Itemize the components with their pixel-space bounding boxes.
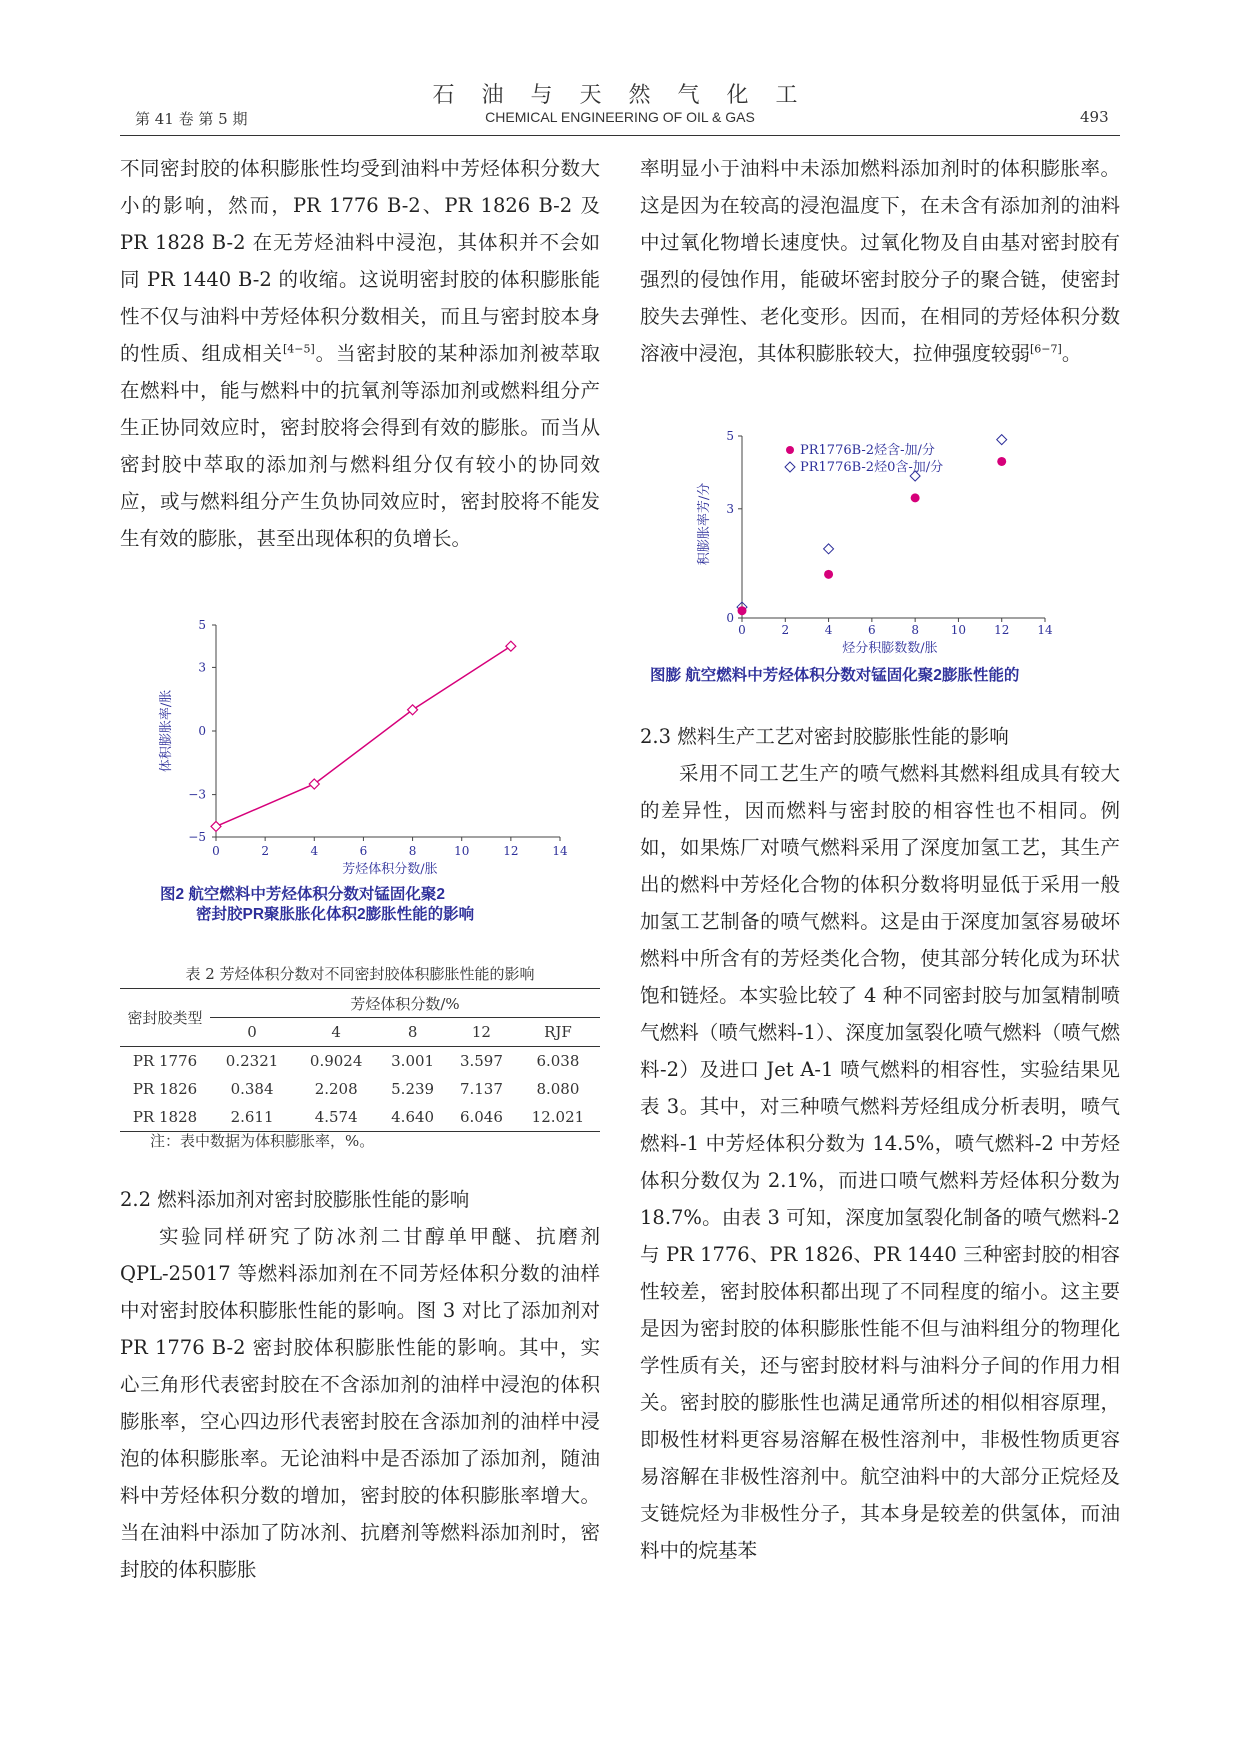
y-tick-label: 0 (726, 611, 734, 625)
legend-marker-hollow (785, 462, 795, 472)
section-heading: 2.2 燃料添加剂对密封胶膨胀性能的影响 (120, 1188, 470, 1211)
caption-line: 图2 航空燃料中芳烃体积分数对锰固化聚2 (160, 886, 446, 903)
paragraph: 实验同样研究了防冰剂二甘醇单甲醚、抗磨剂 QPL-25017 等燃料添加剂在不同芳烃体积分数的油样中对密封胶体积膨胀性能的影响。图 3 对比了添加剂对 PR 1776 B-2 密封胶体积膨胀性能的影响。其中，实心三角形代表密封胶在不含添加剂的油样中浸泡的体积膨胀率，空心四边形代表密封胶在含添加剂的油样中浸泡的体积膨胀率。无论油料中是否添加了添加剂，随油料中芳烃体积分数的增加，密封胶的体积膨胀率增大。当在油料中添加了防冰剂、抗磨剂等燃料添加剂时，密封胶的体积膨胀 (120, 1225, 600, 1581)
x-tick-label: 8 (408, 844, 417, 858)
legend-marker-filled (786, 446, 794, 454)
x-tick-label: 12 (994, 623, 1010, 637)
x-tick-label: 2 (261, 844, 269, 858)
x-tick-label: 8 (911, 623, 919, 637)
paragraph-text: 。 (1061, 342, 1082, 365)
x-tick-label: 14 (552, 844, 568, 858)
table-col-header: 8 (407, 1023, 418, 1041)
x-tick-label: 4 (310, 844, 319, 858)
table-row (120, 1047, 600, 1076)
y-tick-label: 0 (198, 724, 206, 738)
table-cell: 4.574 (314, 1108, 358, 1126)
table-cell: 7.137 (459, 1080, 503, 1098)
x-axis-label: 烃分积膨数数/胀 (842, 641, 938, 656)
paragraph: 采用不同工艺生产的喷气燃料其燃料组成具有较大的差异性，因而燃料与密封胶的相容性也不相同。例如，如果炼厂对喷气燃料采用了深度加氢工艺，其生产出的燃料中芳烃化合物的体积分数将明显低于采用一般加氢工艺制备的喷气燃料。这是由于深度加氢容易破坏燃料中所含有的芳烃类化合物，使其部分转化成为环状饱和链烃。本实验比较了 4 种不同密封胶与加氢精制喷气燃料（喷气燃料-1）、深度加氢裂化喷气燃料（喷气燃料-2）及进口 Jet A-1 喷气燃料的相容性，实验结果见表 3。其中，对三种喷气燃料芳烃组成分析表明，喷气燃料-1 中芳烃体积分数为 14.5%，喷气燃料-2 中芳烃体积分数仅为 2.1%，而进口喷气燃料芳烃体积分数为 18.7%。由表 3 可知，深度加氢裂化制备的喷气燃料-2 与 PR 1776、PR 1826、PR 1440 三种密封胶的相容性较差，密封胶体积都出现了不同程度的缩小。这主要是因为密封胶的体积膨胀性能不但与油料组分的物理化学性质有关，还与密封胶材料与油料分子间的作用力相关。密封胶的膨胀性也满足通常所述的相似相容原理，即极性材料更容易溶解在极性溶剂中，非极性物质更容易溶解在非极性溶剂中。航空油料中的大部分正烷烃及支链烷烃为非极性分子，其本身是较差的供氢体，而油料中的烷基苯 (640, 762, 1120, 1562)
legend-label: PR1776B-2烃0含-加/分 (800, 460, 944, 475)
table-2 (120, 988, 600, 1132)
y-tick-label: −3 (188, 787, 206, 802)
paragraph-text: 率明显小于油料中未添加燃料添加剂时的体积膨胀率。这是因为在较高的浸泡温度下，在未含有添加剂的油料中过氧化物增长速度快。过氧化物及自由基对密封胶有强烈的侵蚀作用，能破坏密封胶分子的聚合链，使密封胶失去弹性、老化变形。因而，在相同的芳烃体积分数溶液中浸泡，其体积膨胀较大，拉伸强度较弱 (640, 157, 1120, 365)
citation: [6−7] (1030, 342, 1062, 356)
data-point-hollow (997, 435, 1007, 445)
paragraph (120, 150, 600, 557)
figure-3-caption: 图膨 航空燃料中芳烃体积分数对锰固化聚2膨胀性能的 (650, 667, 1020, 684)
table-row (120, 1075, 600, 1103)
table-cell: 4.640 (391, 1108, 435, 1126)
table-cell: 2.208 (314, 1080, 358, 1098)
figure-3-chart (690, 428, 1070, 660)
legend-label: PR1776B-2烃含-加/分 (800, 443, 935, 458)
table-cell: 0.9024 (309, 1052, 363, 1070)
x-axis-label: 芳烃体积分数/胀 (342, 862, 438, 877)
table-cell: PR 1826 (132, 1080, 198, 1098)
data-point-filled (997, 457, 1006, 466)
y-axis-label: 体积膨胀率/胀 (159, 689, 174, 773)
y-tick-label: −5 (188, 830, 206, 844)
right-column-top (640, 150, 1120, 372)
table-cell: 3.001 (391, 1052, 435, 1070)
left-column-top (120, 150, 600, 557)
table-cell: 0.384 (230, 1080, 274, 1098)
paragraph-text: 不同密封胶的体积膨胀性均受到油料中芳烃体积分数大小的影响，然而，PR 1776 B-2、PR 1826 B-2 及 PR 1828 B-2 在无芳烃油料中浸泡，其体积并不会如同 PR 1440 B-2 的收缩。这说明密封胶的体积膨胀能性不仅与油料中芳烃体积分数相关，而且与密封胶本身的性质、组成相关 (120, 157, 600, 365)
data-point-hollow (824, 544, 834, 554)
table-cell: 8.080 (536, 1080, 580, 1098)
x-tick-label: 0 (212, 844, 220, 858)
volume-issue: 第 41 卷 第 5 期 (135, 110, 248, 128)
data-point (506, 641, 516, 651)
paragraph-text: 。当密封胶的某种添加剂被萃取在燃料中，能与燃料中的抗氧剂等添加剂或燃料组分产生正协同效应时，密封胶将会得到有效的膨胀。而当从密封胶中萃取的添加剂与燃料组分仅有较小的协同效应，或与燃料组分产生负协同效应时，密封胶将不能发生有效的膨胀，甚至出现体积的负增长。 (120, 342, 600, 550)
table-cell: 3.597 (459, 1052, 503, 1070)
journal-title: 石 油 与 天 然 气 化 工 (432, 83, 808, 108)
figure-2-chart (140, 615, 580, 880)
data-point-filled (738, 606, 747, 615)
table-cell: 5.239 (391, 1080, 435, 1098)
table-cell: 6.046 (459, 1108, 503, 1126)
table-row (120, 1103, 600, 1132)
data-point (211, 821, 221, 831)
table-col-header: RJF (544, 1023, 572, 1041)
citation: [4−5] (282, 342, 315, 356)
table-cell: PR 1828 (132, 1108, 198, 1126)
legend (785, 442, 943, 475)
table-col-header: 12 (471, 1023, 491, 1041)
table-cell: 0.2321 (225, 1052, 279, 1070)
x-tick-label: 10 (454, 844, 470, 858)
table-2-title: 表 2 芳烃体积分数对不同密封胶体积膨胀性能的影响 (185, 965, 535, 983)
x-tick-label: 4 (824, 623, 833, 637)
x-tick-label: 2 (781, 623, 790, 637)
y-axis-label: 积膨胀率芳/分 (697, 482, 712, 566)
series-line (216, 646, 511, 826)
page-number: 493 (1080, 108, 1109, 126)
journal-title-en: CHEMICAL ENGINEERING OF OIL & GAS (485, 109, 755, 125)
y-tick-label: 3 (726, 501, 734, 516)
table-row-header: 密封胶类型 (120, 989, 210, 1047)
data-point-filled (824, 570, 833, 579)
x-tick-label: 14 (1037, 623, 1053, 637)
data-point-filled (911, 493, 920, 502)
figure-2-caption (160, 885, 580, 925)
right-column-section (640, 718, 1120, 1569)
y-tick-label: 5 (726, 429, 734, 443)
caption-line: 密封胶PR聚胀胀化体积2膨胀性能的影响 (196, 906, 475, 923)
table-cell: 6.038 (536, 1052, 580, 1070)
x-tick-label: 10 (950, 623, 967, 637)
table-col-header: 0 (247, 1023, 257, 1041)
table-cell: PR 1776 (132, 1052, 198, 1070)
table-cell: 12.021 (531, 1108, 585, 1126)
x-tick-label: 12 (503, 844, 519, 858)
y-tick-label: 5 (198, 618, 206, 632)
x-tick-label: 6 (359, 844, 368, 858)
header-rule (120, 135, 1120, 136)
paragraph (640, 150, 1120, 372)
x-tick-label: 6 (868, 623, 876, 637)
table-cell: 2.611 (230, 1108, 274, 1126)
left-column-section (120, 1181, 600, 1588)
table-group-header: 芳烃体积分数/% (210, 989, 600, 1018)
table-note: 注：表中数据为体积膨胀率，%。 (150, 1132, 375, 1150)
section-heading: 2.3 燃料生产工艺对密封胶膨胀性能的影响 (640, 725, 1009, 748)
y-tick-label: 3 (198, 660, 206, 675)
x-tick-label: 0 (738, 623, 746, 637)
table-col-header: 4 (331, 1023, 341, 1041)
